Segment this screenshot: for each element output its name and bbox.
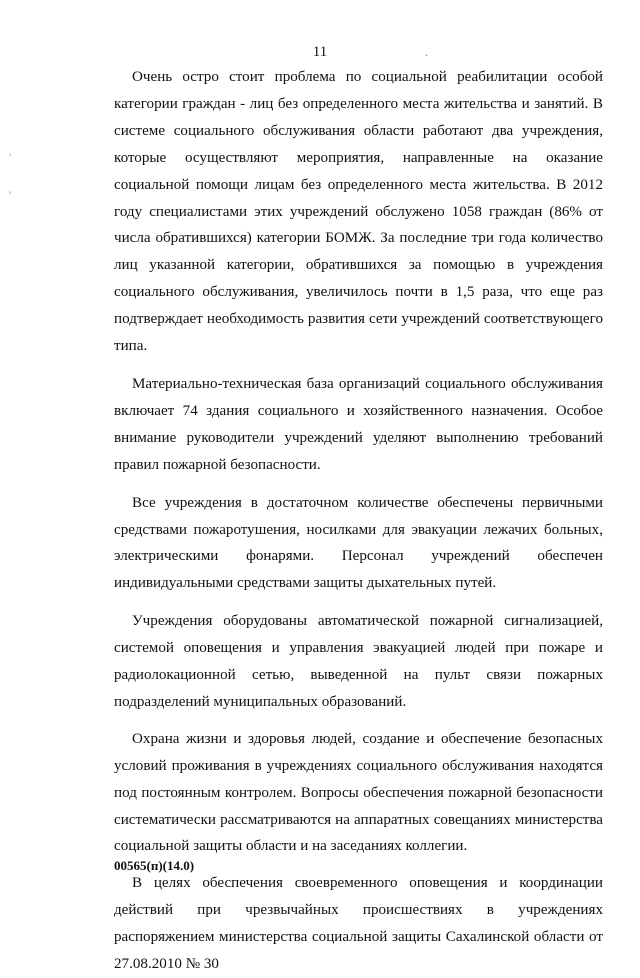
- margin-mark: ': [9, 150, 12, 164]
- paragraph: Охрана жизни и здоровья людей, создание и обеспечение безопасных условий проживания в учреждениях социального обслуживания находятся под постоянным контролем. Вопросы обеспечения пожарной безопасности систематически рассматриваются на аппаратных совещаниях министерства социальной защиты области и на заседаниях коллегии.: [114, 730, 603, 855]
- paragraph: Очень остро стоит проблема по социальной реабилитации особой категории граждан - лиц без определенного места жительства и занятий. В системе социального обслуживания области работают два учреждения, которые осуществляют мероприятия, направленные на оказание социальной помощи лицам без определенного места жительства. В 2012 году специалистами этих учреждений обслужено 1058 граждан (86% от числа обратившихся) категории БОМЖ. За последние три года количество лиц указанной категории, обратившихся за помощью в учреждения социального обслуживания, увеличилось почти в 1,5 раза, что еще раз подтверждает необходимость развития сети учреждений соответствующего типа.: [114, 69, 603, 355]
- margin-mark: ': [9, 188, 12, 202]
- paragraph: Все учреждения в достаточном количестве обеспечены первичными средствами пожаротушения, носилками для эвакуации лежачих больных, электрическими фонарями. Персонал учреждений обеспечен индивидуальными средствами защиты дыхательных путей.: [114, 494, 603, 592]
- paragraph: Материально-техническая база организаций социального обслуживания включает 74 здания социального и хозяйственного назначения. Особое внимание руководители учреждений уделяют выполнению требований правил пожарной безопасности.: [114, 375, 603, 473]
- page-number: 11: [312, 44, 328, 60]
- document-code: 00565(п)(14.0): [114, 858, 195, 873]
- dot-mark: .: [425, 45, 428, 59]
- paragraph: Учреждения оборудованы автоматической пожарной сигнализацией, системой оповещения и управления эвакуацией людей при пожаре и радиолокационной сетью, выведенной на пульт связи пожарных подразделений муниципальных образований.: [114, 613, 603, 710]
- document-body: [114, 64, 603, 978]
- paragraph: В целях обеспечения своевременного оповещения и координации действий при чрезвычайных происшествиях в учреждениях распоряжением министерства социальной защиты Сахалинской области от 27.08.2010 № 30: [114, 875, 603, 973]
